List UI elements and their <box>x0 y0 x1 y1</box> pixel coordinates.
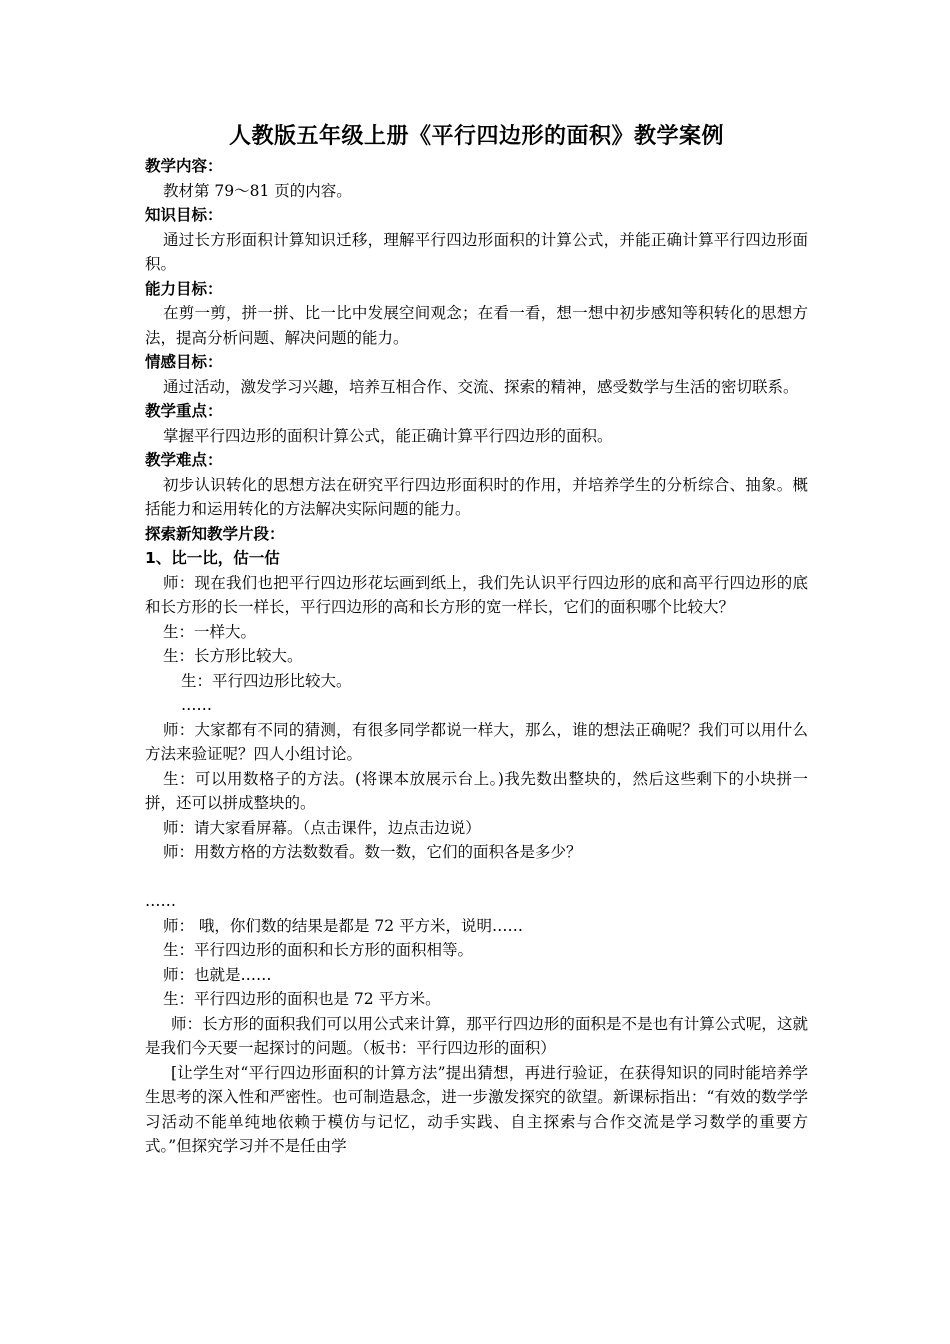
paragraph-teaching-content: 教材第 79～81 页的内容。 <box>163 181 352 200</box>
blank-line <box>145 865 808 890</box>
heading-knowledge-goal: 知识目标： <box>145 206 223 224</box>
heading-emotion-goal: 情感目标： <box>145 353 223 371</box>
commentary-paragraph: [让学生对“平行四边形面积的计算方法”提出猜想，再进行验证，在获得知识的同时能培养学生思考的深入性和严密性。也可制造悬念，进一步激发探究的欲望。新课标指出：“有效的数学学习活动不能单纯地依赖于模仿与记忆，动手实践、自主探索与合作交流是学习数学的重要方式。”但探究学习并不是任由学 <box>145 1063 808 1155</box>
dialogue-line: …… <box>145 892 176 910</box>
dialogue-line: 生：平行四边形的面积也是 72 平方米。 <box>163 990 441 1008</box>
dialogue-line: 师：长方形的面积我们可以用公式来计算，那平行四边形的面积是不是也有计算公式呢，这就是我们今天要一起探讨的问题。（板书：平行四边形的面积） <box>145 1014 808 1057</box>
heading-teaching-content: 教学内容： <box>145 157 223 175</box>
paragraph-emotion-goal: 通过活动，激发学习兴趣，培养互相合作、交流、探索的精神，感受数学与生活的密切联系。 <box>163 377 799 396</box>
dialogue-line: 师：大家都有不同的猜测，有很多同学都说一样大，那么，谁的想法正确呢？我们可以用什么方法来验证呢？四人小组讨论。 <box>145 720 808 763</box>
paragraph-knowledge-goal: 通过长方形面积计算知识迁移，理解平行四边形面积的计算公式，并能正确计算平行四边形面积。 <box>145 230 808 273</box>
dialogue-line: 生：平行四边形比较大。 <box>181 671 352 690</box>
dialogue-line: 生：一样大。 <box>163 622 257 641</box>
paragraph-key-point: 掌握平行四边形的面积计算公式，能正确计算平行四边形的面积。 <box>163 426 613 445</box>
document-page <box>145 122 808 1159</box>
paragraph-ability-goal: 在剪一剪，拼一拼、比一比中发展空间观念；在看一看，想一想中初步感知等积转化的思想方法，提高分析问题、解决问题的能力。 <box>145 304 808 347</box>
dialogue-line: 生：平行四边形的面积和长方形的面积相等。 <box>163 941 474 959</box>
dialogue-line: 生：长方形比较大。 <box>163 647 303 665</box>
dialogue-line: 师： 哦，你们数的结果是都是 72 平方米，说明…… <box>163 916 524 935</box>
paragraph-difficult-point: 初步认识转化的思想方法在研究平行四边形面积时的作用，并培养学生的分析综合、抽象。概括能力和运用转化的方法解决实际问题的能力。 <box>145 475 808 518</box>
document-title: 人教版五年级上册《平行四边形的面积》教学案例 <box>228 124 724 149</box>
heading-ability-goal: 能力目标： <box>145 279 223 298</box>
dialogue-line: …… <box>181 696 212 714</box>
dialogue-line: 师：也就是…… <box>163 965 272 984</box>
heading-key-point: 教学重点： <box>145 402 223 420</box>
heading-difficult-point: 教学难点： <box>145 451 223 469</box>
heading-explore-segment: 探索新知教学片段： <box>145 524 285 543</box>
dialogue-line: 师：用数方格的方法数数看。数一数，它们的面积各是多少？ <box>163 843 582 861</box>
dialogue-line: 师：现在我们也把平行四边形花坛画到纸上，我们先认识平行四边形的底和高平行四边形的底和长方形的长一样长，平行四边形的高和长方形的宽一样长，它们的面积哪个比较大？ <box>145 573 808 616</box>
dialogue-line: 生：可以用数格子的方法。(将课本放展示台上。)我先数出整块的，然后这些剩下的小块拼一拼，还可以拼成整块的。 <box>145 769 808 812</box>
heading-step-1: 1、比一比，估一估 <box>145 549 280 567</box>
dialogue-line: 师：请大家看屏幕。（点击课件，边点击边说） <box>163 818 481 837</box>
